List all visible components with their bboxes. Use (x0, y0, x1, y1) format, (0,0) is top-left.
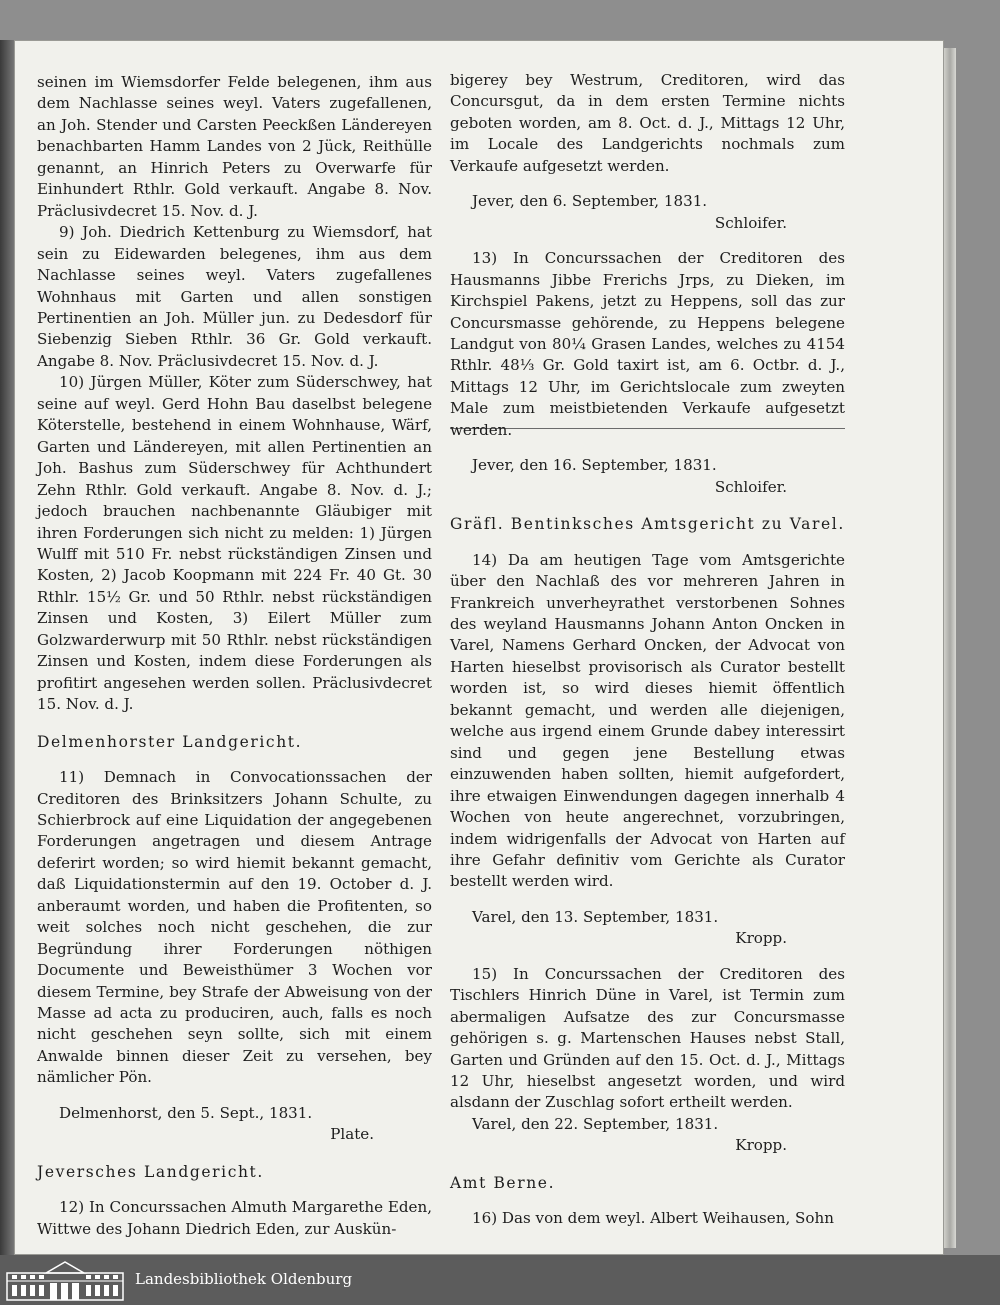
notice-paragraph: 16) Das von dem weyl. Albert Weihausen, Sohn (472, 1209, 834, 1228)
library-building-icon (6, 1259, 124, 1301)
court-heading: Gräfl. Bentinksches Amtsgericht zu Varel. (450, 515, 845, 534)
notice-paragraph: seinen im Wiemsdorfer Felde belegenen, ihm aus dem Nachlasse seines weyl. Vaters zugefallenen, an Joh. Stender und Carsten Peeckßen Ländereyen benachbarten Hamm Landes von 2 Jück, Reithülle genannt, an Hinrich Peters zu Overwarfe für Einhundert Rthlr. Gold verkauft. Angabe 8. Nov. Präclusivdecret 15. Nov. d. J. (37, 73, 432, 220)
place-date-line: Jever, den 16. September, 1831. (472, 456, 717, 475)
signature: Schloifer. (714, 477, 787, 496)
court-heading: Amt Berne. (450, 1173, 556, 1192)
signature: Plate. (330, 1125, 374, 1144)
notice-paragraph: 12) In Concurssachen Almuth Margarethe Eden, Wittwe des Johann Diedrich Eden, zur Auskün- (37, 1198, 432, 1238)
notice-paragraph: 9) Joh. Diedrich Kettenburg zu Wiemsdorf, hat sein zu Eidewarden belegenes, ihm aus dem Nachlasse seines weyl. Vaters zugefallenes Wohnhaus mit Garten und allen sonstigen Pertinentien an Joh. Müller jun. zu Dedesdorf für Siebenzig Sieben Rthlr. 36 Gr. Gold verkauft. Angabe 8. Nov. Präclusivdecret 15. Nov. d. J. (37, 223, 432, 370)
court-heading: Jeversches Landgericht. (37, 1162, 264, 1181)
paragraph-gap (450, 234, 845, 248)
paragraph-gap (37, 1089, 432, 1103)
paragraph-gap (450, 441, 845, 455)
notice-paragraph: 13) In Concurssachen der Creditoren des Hausmanns Jibbe Frerichs Jrps, zu Dieken, im Kirchspiel Pakens, jetzt zu Heppens, soll das zur Concursmasse gehörende, zu Heppens belegene Landgut von 80¼ Grasen Landes, welches zu 4154 Rthlr. 48⅓ Gr. Gold taxirt ist, am 6. Octbr. d. J., Mittags 12 Uhr, im Gerichtslocale zum zweyten Male zum meistbietenden Verkaufe aufgesetzt werden. (450, 249, 845, 439)
signature: Kropp. (735, 1136, 787, 1155)
place-date-line: Varel, den 13. September, 1831. (472, 907, 719, 926)
notice-paragraph: bigerey bey Westrum, Creditoren, wird das Concursgut, da in dem ersten Termine nichts geboten worden, am 8. Oct. d. J., Mittags 12 Uhr, im Locale des Landgerichts nochmals zum Verkaufe aufgesetzt werden. (450, 71, 845, 175)
notice-paragraph: 15) In Concurssachen der Creditoren des Tischlers Hinrich Düne in Varel, ist Termin zum abermaligen Aufsatze des zur Concursmasse gehörigen s. g. Martenschen Hauses nebst Stall, Garten und Gründen auf den 15. Oct. d. J., Mittags 12 Uhr, hieselbst angesetzt worden, und wird alsdann der Zuschlag sofort ertheilt werden. (450, 964, 845, 1112)
signature: Kropp. (735, 929, 787, 948)
signature: Schloifer. (714, 213, 787, 232)
page-edge (944, 48, 956, 1248)
place-date-line: Varel, den 22. September, 1831. (472, 1114, 719, 1133)
court-heading: Delmenhorster Landgericht. (37, 732, 303, 751)
place-date-line: Jever, den 6. September, 1831. (472, 192, 708, 211)
notice-paragraph: 14) Da am heutigen Tage vom Amtsgerichte über den Nachlaß des vor mehreren Jahren in Frankreich unverheyrathet verstorbenen Sohnes des weyland Hausmanns Johann Anton Oncken in Varel, Namens Gerhard Oncken, der Advocat von Harten hieselbst provisorisch als Curator bestellt worden ist, so wird dieses hiemit öffentlich bekannt gemacht, und werden alle diejenigen, welche aus irgend einem Grunde dabey interessirt sind und gegen jene Bestellung etwas einzuwenden haben sollten, hiemit aufgefordert, ihre etwaigen Einwendungen dagegen innerhalb 4 Wochen von heute angerechnet, vorzubringen, indem widrigenfalls der Advocat von Harten auf ihre Gefahr definitiv vom Gerichte als Curator bestellt werden wird. (450, 550, 845, 891)
library-name: Landesbibliothek Oldenburg (135, 1270, 353, 1288)
paragraph-gap (450, 893, 845, 907)
left-column (37, 72, 432, 1240)
notice-paragraph: 11) Demnach in Convocationssachen der Creditoren des Brinksitzers Johann Schulte, zu Schierbrock auf eine Liquidation der angegebenen Forderungen angetragen und diesem Antrage deferirt worden; so wird hiemit bekannt gemacht, daß Liquidationstermin auf den 19. October d. J. anberaumt worden, und haben die Profitenten, so weit solches noch nicht geschehen, die zur Begründung ihrer Forderungen nöthigen Documente und Beweisthümer 3 Wochen vor diesem Termine, bey Strafe der Abweisung von der Masse ad acta zu produciren, auch, falls es noch nicht geschehen seyn sollte, sich mit einem Anwalde binnen dieser Zeit zu versehen, bey nämlicher Pön. (37, 768, 432, 1087)
paragraph-gap (450, 177, 845, 191)
book-spine (0, 40, 14, 1255)
notice-paragraph: 10) Jürgen Müller, Köter zum Süderschwey, hat seine auf weyl. Gerd Hohn Bau daselbst belegene Köterstelle, bestehend in einem Wohnhause, Wärf, Garten und Ländereyen, mit allen Pertinentien an Joh. Bashus zum Süderschwey für Achthundert Zehn Rthlr. Gold verkauft. Angabe 8. Nov. d. J.; jedoch brauchen nachbenannte Gläubiger mit ihren Forderungen sich nicht zu melden: 1) Jürgen Wulff mit 510 Fr. nebst rückständigen Zinsen und Kosten, 2) Jacob Koopmann mit 224 Fr. 40 Gt. 30 Rthlr. 15½ Gr. und 50 Rthlr. nebst rückständigen Zinsen und Kosten, 3) Eilert Müller zum Golzwarderwurp mit 50 Rthlr. nebst rückständigen Zinsen und Kosten, indem diese Forderungen als profitirt angesehen werden sollen. Präclusivdecret 15. Nov. d. J. (37, 373, 432, 714)
right-column (450, 70, 845, 1230)
place-date-line: Delmenhorst, den 5. Sept., 1831. (59, 1103, 313, 1122)
paragraph-gap (450, 950, 845, 964)
